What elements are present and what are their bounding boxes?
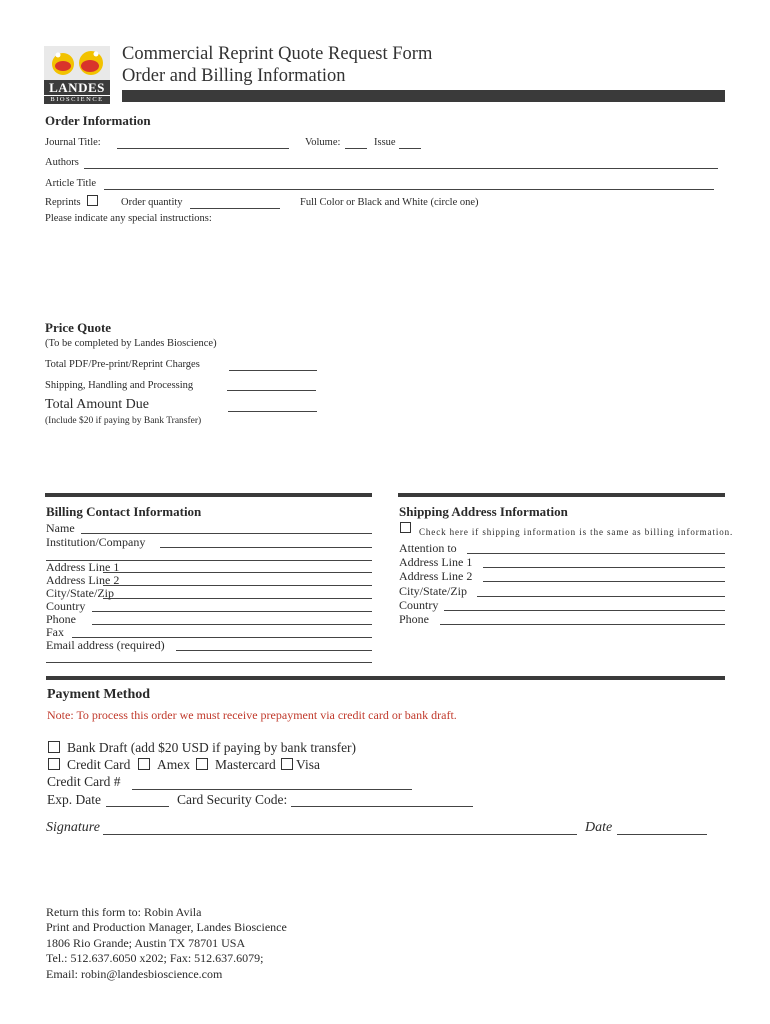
billing-institution-field[interactable] <box>160 547 372 548</box>
order-heading: Order Information <box>45 113 151 128</box>
authors-label: Authors <box>45 157 79 168</box>
return-line-4: Tel.: 512.637.6050 x202; Fax: 512.637.6079; <box>46 951 264 965</box>
shipping-heading: Shipping Address Information <box>399 504 568 519</box>
payment-rule <box>46 676 725 680</box>
security-code-label: Card Security Code: <box>177 792 288 807</box>
total-charges-field[interactable] <box>229 370 317 371</box>
billing-phone-label: Phone <box>46 612 76 626</box>
amex-label: Amex <box>157 757 190 772</box>
shipping-handling-label: Shipping, Handling and Processing <box>45 380 194 391</box>
signature-field[interactable] <box>103 834 577 835</box>
payment-heading: Payment Method <box>47 687 151 702</box>
billing-city-label: City/State/Zip <box>46 586 114 600</box>
logo-word-landes: LANDES <box>44 80 110 95</box>
total-charges-label: Total PDF/Pre-print/Reprint Charges <box>45 359 200 370</box>
issue-field[interactable] <box>399 148 421 149</box>
reprints-checkbox[interactable] <box>87 195 98 206</box>
logo-graphic <box>44 46 110 80</box>
same-as-billing-checkbox[interactable] <box>400 522 411 533</box>
billing-email-label: Email address (required) <box>46 638 165 652</box>
billing-phone-field[interactable] <box>92 624 372 625</box>
billing-heading: Billing Contact Information <box>46 504 202 519</box>
bank-draft-checkbox[interactable] <box>48 741 60 753</box>
shipping-country-field[interactable] <box>444 610 725 611</box>
volume-label: Volume: <box>305 137 341 148</box>
billing-email-field[interactable] <box>176 650 372 651</box>
amex-checkbox[interactable] <box>138 758 150 770</box>
authors-field[interactable] <box>84 168 718 169</box>
shipping-address2-label: Address Line 2 <box>399 569 473 583</box>
article-title-label: Article Title <box>45 178 97 189</box>
exp-date-field[interactable] <box>106 806 169 807</box>
price-quote-note: (To be completed by Landes Bioscience) <box>45 338 217 349</box>
shipping-country-label: Country <box>399 598 439 612</box>
exp-date-label: Exp. Date <box>47 792 101 807</box>
billing-name-label: Name <box>46 521 75 535</box>
total-amount-label: Total Amount Due <box>45 397 150 412</box>
same-as-billing-label: Check here if shipping information is the same as billing information. <box>419 527 734 537</box>
billing-email-extra-field[interactable] <box>46 662 372 663</box>
billing-country-label: Country <box>46 599 86 613</box>
attention-label: Attention to <box>399 541 457 555</box>
visa-label: Visa <box>296 757 320 772</box>
shipping-phone-field[interactable] <box>440 624 725 625</box>
return-line-3: 1806 Rio Grande; Austin TX 78701 USA <box>46 936 246 950</box>
order-quantity-label: Order quantity <box>121 197 183 208</box>
billing-address1-field[interactable] <box>103 572 372 573</box>
date-field[interactable] <box>617 834 707 835</box>
visa-checkbox[interactable] <box>281 758 293 770</box>
color-option-label: Full Color or Black and White (circle one) <box>300 197 479 208</box>
return-line-1: Return this form to: Robin Avila <box>46 905 202 919</box>
shipping-address1-field[interactable] <box>483 567 725 568</box>
card-number-label: Credit Card # <box>47 774 121 789</box>
landes-logo <box>44 46 110 104</box>
order-quantity-field[interactable] <box>190 208 280 209</box>
billing-institution-label: Institution/Company <box>46 535 146 549</box>
security-code-field[interactable] <box>291 806 473 807</box>
shipping-handling-field[interactable] <box>227 390 316 391</box>
signature-label: Signature <box>46 820 100 835</box>
return-email[interactable]: Email: robin@landesbioscience.com <box>46 967 223 981</box>
article-title-field[interactable] <box>104 189 714 190</box>
shipping-rule <box>398 493 725 497</box>
credit-card-checkbox[interactable] <box>48 758 60 770</box>
billing-name-field[interactable] <box>81 533 372 534</box>
shipping-address1-label: Address Line 1 <box>399 555 473 569</box>
shipping-address2-field[interactable] <box>483 581 725 582</box>
mastercard-checkbox[interactable] <box>196 758 208 770</box>
shipping-city-label: City/State/Zip <box>399 584 467 598</box>
logo-word-bioscience: BIOSCIENCE <box>44 96 110 104</box>
attention-field[interactable] <box>467 553 725 554</box>
shipping-city-field[interactable] <box>477 596 725 597</box>
mastercard-label: Mastercard <box>215 757 276 772</box>
journal-title-label: Journal Title: <box>45 137 101 148</box>
journal-title-field[interactable] <box>117 148 289 149</box>
billing-city-field[interactable] <box>103 598 372 599</box>
special-instructions-label: Please indicate any special instructions: <box>45 213 212 224</box>
billing-address2-field[interactable] <box>103 585 372 586</box>
issue-label: Issue <box>374 137 396 148</box>
bank-draft-label: Bank Draft (add $20 USD if paying by bank transfer) <box>67 740 357 755</box>
volume-field[interactable] <box>345 148 367 149</box>
bank-transfer-note: (Include $20 if paying by Bank Transfer) <box>45 416 202 426</box>
billing-country-field[interactable] <box>92 611 372 612</box>
billing-rule <box>45 493 372 497</box>
card-number-field[interactable] <box>132 789 412 790</box>
total-amount-field[interactable] <box>228 411 317 412</box>
return-line-2: Print and Production Manager, Landes Bioscience <box>46 920 287 934</box>
form-title: Commercial Reprint Quote Request Form <box>122 44 433 64</box>
form-subtitle: Order and Billing Information <box>122 66 346 86</box>
header-rule <box>122 90 725 102</box>
billing-address2-label: Address Line 2 <box>46 573 120 587</box>
date-label: Date <box>585 820 613 835</box>
billing-fax-label: Fax <box>46 625 64 639</box>
shipping-phone-label: Phone <box>399 612 429 626</box>
billing-address1-label: Address Line 1 <box>46 560 120 574</box>
price-quote-heading: Price Quote <box>45 320 112 335</box>
credit-card-label: Credit Card <box>67 757 131 772</box>
prepayment-note: Note: To process this order we must receive prepayment via credit card or bank draft. <box>47 708 457 722</box>
reprints-label: Reprints <box>45 197 81 208</box>
